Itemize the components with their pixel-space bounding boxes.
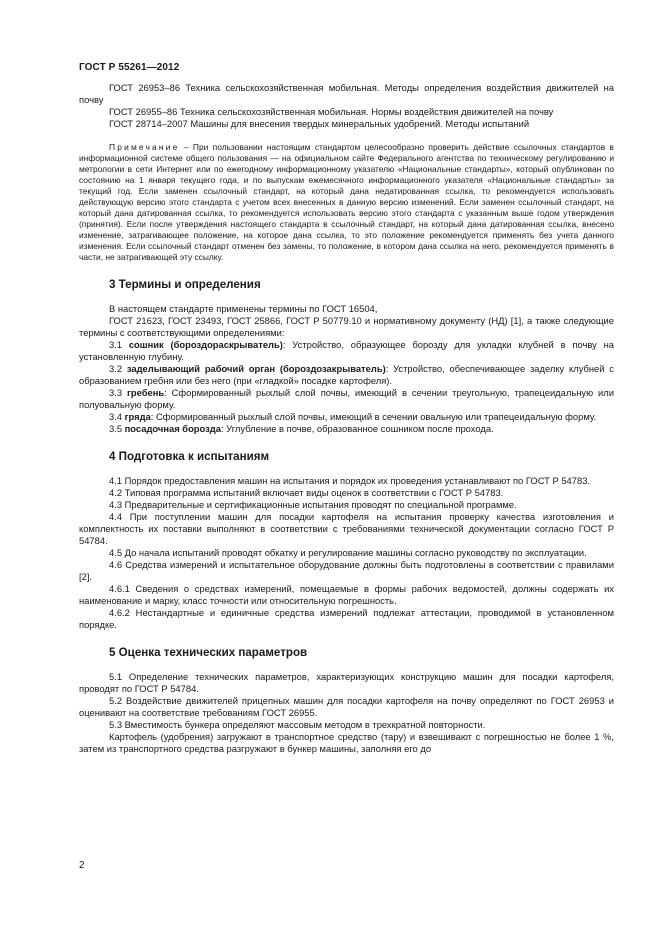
term-number: 3.2 bbox=[109, 363, 127, 374]
reference-item: ГОСТ 28714–2007 Машины для внесения твердых минеральных удобрений. Методы испытаний bbox=[109, 118, 530, 129]
note-text: – При пользовании настоящим стандартом целесообразно проверить действие ссылочных стандартов в информационной системе общего пользования — на официальном сайте Федерального агентства по техническому регулированию и метрологии в сети Интернет или по ежегодному информационному указателю «Национальные стандарты», который опубликован по состоянию на 1 января текущего года, и по выпускам ежемесячного информационного указателя «Национальные стандарты» за текущий год. Если заменен ссылочный стандарт, на который дана недатированная ссылка, то рекомендуется использовать действующую версию этого стандарта с учетом всех внесенных в данную версию изменений. Если заменен ссылочный стандарт, на который дана датированная ссылка, то рекомендуется использовать версию этого стандарта с указанным выше годом утверждения (принятия). Если после утверждения настоящего стандарта в ссылочный стандарт, на который дана датированная ссылка, внесено изменение, затрагивающее положение, на которое дана ссылка, то это положение рекомендуется применять без учета данного изменения. Если ссылочный стандарт отменен без замены, то положение, в котором дана ссылка на него, рекомендуется применять в части, не затрагивающей эту ссылку. bbox=[79, 142, 614, 262]
section-3-intro-2: ГОСТ 21623, ГОСТ 23493, ГОСТ 25866, ГОСТ Р 50779.10 и нормативному документу (НД) [1], а также следующие термины с соответствующими определениями: bbox=[79, 315, 614, 338]
term-name: гряда bbox=[124, 411, 151, 422]
note-label: Примечание bbox=[109, 142, 180, 152]
paragraph: 5.2 Воздействие движителей прицепных машин для посадки картофеля на почву определяют по ГОСТ 26953 и оценивают на соответствие требованиям ГОСТ 26955. bbox=[79, 695, 614, 718]
reference-item: ГОСТ 26955–86 Техника сельскохозяйственная мобильная. Нормы воздействия движителей на почву bbox=[109, 106, 554, 117]
term-text: : Устройство, образующее борозду для укладки клубней в почву на установленную глубину. bbox=[79, 339, 614, 362]
term-definition bbox=[79, 423, 614, 435]
normative-references bbox=[79, 82, 614, 130]
term-name: сошник (бороздораскрыватель) bbox=[128, 339, 283, 350]
term-text: : Устройство, обеспечивающее заделку клубней с образованием гребня или без него (при «гладкой» посадке картофеля). bbox=[79, 363, 614, 386]
section-5-body bbox=[79, 671, 614, 755]
section-4-body bbox=[79, 475, 614, 631]
note-paragraph bbox=[79, 142, 614, 263]
paragraph: 4.5 До начала испытаний проводят обкатку и регулирование машины согласно руководству по эксплуатации. bbox=[109, 547, 587, 558]
term-number: 3.3 bbox=[109, 387, 127, 398]
document-header: ГОСТ Р 55261—2012 bbox=[79, 62, 180, 73]
reference-item: ГОСТ 26953–86 Техника сельскохозяйственная мобильная. Методы определения воздействия движителей на почву bbox=[79, 82, 614, 105]
term-text: : Углубление в почве, образованное сошником после прохода. bbox=[220, 423, 494, 434]
paragraph: 5.3 Вместимость бункера определяют массовым методом в трехкратной повторности. bbox=[109, 719, 486, 730]
term-number: 3.1 bbox=[109, 339, 129, 350]
paragraph: 4.2 Типовая программа испытаний включает виды оценок в соответствии с ГОСТ Р 54783. bbox=[109, 487, 504, 498]
paragraph: 4.6.1 Сведения о средствах измерений, помещаемые в формы рабочих ведомостей, должны содержать их наименование и марку, класс точности или относительную погрешность. bbox=[79, 583, 614, 606]
term-name: заделывающий рабочий орган (бороздозакрыватель) bbox=[126, 363, 386, 374]
paragraph: 4.4 При поступлении машин для посадки картофеля на испытания проверку качества изготовления и комплектность их поставки выполняют в соответствии с требованиями технической документации согласно ГОСТ Р 54784. bbox=[79, 511, 614, 546]
term-definition bbox=[79, 411, 614, 423]
section-4-title: 4 Подготовка к испытаниям bbox=[109, 450, 270, 463]
section-3-intro-1: В настоящем стандарте применены термины по ГОСТ 16504, bbox=[109, 303, 378, 314]
paragraph: 4.3 Предварительные и сертификационные испытания проводят по специальной программе. bbox=[109, 499, 517, 510]
term-number: 3.4 bbox=[109, 411, 125, 422]
term-name: гребень bbox=[126, 387, 165, 398]
term-definition bbox=[79, 387, 614, 411]
term-text: : Сформированный рыхлый слой почвы, имеющий в сечении треугольную, трапецеидальную или полуовальную форму. bbox=[79, 387, 614, 410]
paragraph: 4.6.2 Нестандартные и единичные средства измерений подлежат аттестации, проводимой в установленном порядке. bbox=[79, 607, 614, 630]
section-3-body bbox=[79, 303, 614, 435]
page-content bbox=[79, 82, 614, 755]
paragraph: Картофель (удобрения) загружают в транспортное средство (тару) и взвешивают с погрешностью не более 1 %, затем из транспортного средства разгружают в бункер машины, заполняя его до bbox=[79, 731, 614, 754]
paragraph: 4.6 Средства измерений и испытательное оборудование должны быть подготовлены в соответствии с правилами [2]. bbox=[79, 559, 614, 582]
term-number: 3.5 bbox=[109, 423, 125, 434]
term-text: : Сформированный рыхлый слой почвы, имеющий в сечении овальную или трапецеидальную форму. bbox=[150, 411, 597, 422]
paragraph: 5.1 Определение технических параметров, характеризующих конструкцию машин для посадки картофеля, проводят по ГОСТ Р 54784. bbox=[79, 671, 614, 694]
term-name: посадочная борозда bbox=[124, 423, 221, 434]
note-block bbox=[79, 142, 614, 263]
term-definition bbox=[79, 339, 614, 363]
section-3-title: 3 Термины и определения bbox=[109, 278, 261, 291]
page-number: 2 bbox=[79, 860, 85, 871]
term-definition bbox=[79, 363, 614, 387]
section-5-title: 5 Оценка технических параметров bbox=[109, 646, 308, 659]
paragraph: 4.1 Порядок предоставления машин на испытания и порядок их проведения устанавливают по ГОСТ Р 54783. bbox=[109, 475, 591, 486]
